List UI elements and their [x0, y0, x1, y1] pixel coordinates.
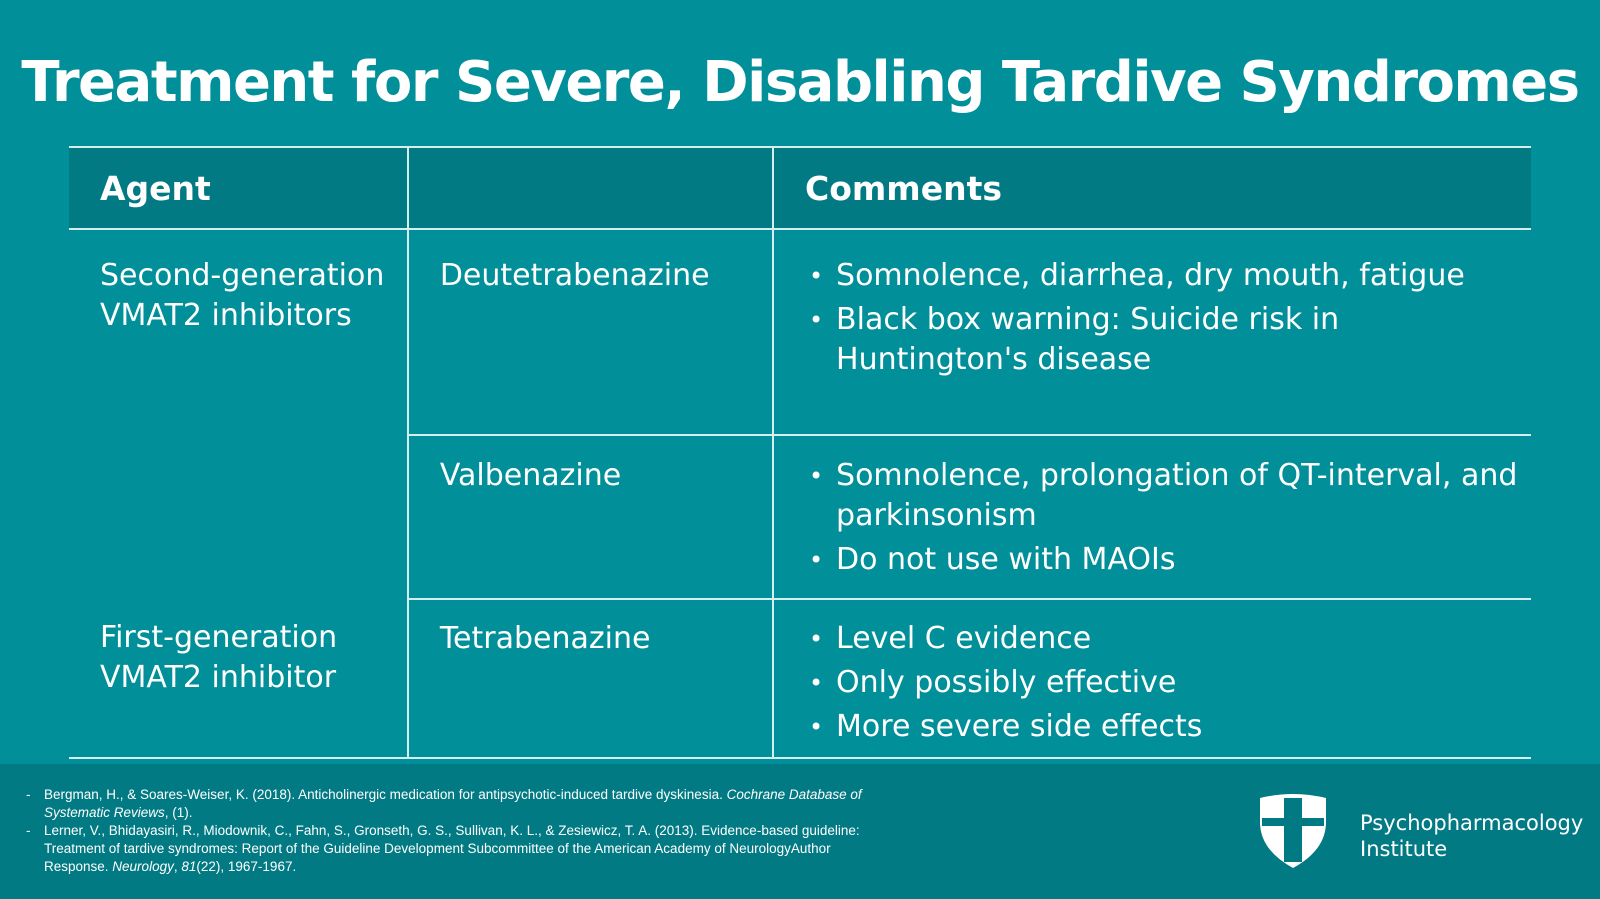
comment-item: • Somnolence, diarrhea, dry mouth, fatigue: [805, 256, 1521, 296]
comment-item: • Somnolence, prolongation of QT-interval, and parkinsonism: [805, 456, 1521, 536]
comments-cell: [773, 599, 1531, 758]
agent-name-cell: Tetrabenazine: [408, 599, 773, 758]
comment-item: • Black box warning: Suicide risk in Huntington's disease: [805, 300, 1521, 380]
table-header-row: [69, 147, 1531, 229]
header-agent: Agent: [69, 147, 408, 229]
reference-text: Bergman, H., & Soares-Weiser, K. (2018). Anticholinergic medication for antipsychotic-induced tardive dyskinesia.: [44, 787, 727, 802]
agent-class-cell: Second-generation VMAT2 inhibitors: [100, 258, 385, 333]
comments-list: [805, 256, 1531, 380]
agent-class-cell: First-generation VMAT2 inhibitor: [69, 599, 408, 758]
reference-text: Lerner, V., Bhidayasiri, R., Miodownik, C., Fahn, S., Gronseth, G. S., Sullivan, K. L., & Zesiewicz, T. A. (2013). Evidence-based guideline: Treatment of tardive syndromes: Report of the Guideline Development Subcommittee of the American Academy of NeurologyAuthor Response.: [44, 823, 860, 874]
agent-name-cell: Valbenazine: [408, 435, 773, 599]
comment-item: • Do not use with MAOIs: [805, 540, 1521, 580]
comment-item: • Only possibly effective: [805, 663, 1521, 703]
comment-item: • Level C evidence: [805, 619, 1521, 659]
reference-volume: 81: [181, 859, 197, 874]
reference-sep: ,: [173, 859, 182, 874]
comments-list: [805, 619, 1531, 747]
reference-journal: Neurology: [112, 859, 174, 874]
comment-item: • More severe side effects: [805, 707, 1521, 747]
brand-line-2: Institute: [1360, 837, 1448, 861]
header-blank: [408, 147, 773, 229]
brand-line-1: Psychopharmacology: [1360, 811, 1584, 835]
table-row: [69, 229, 1531, 435]
comments-cell: [773, 435, 1531, 599]
reference-item: [26, 822, 886, 876]
reference-tail: , (1).: [164, 805, 193, 820]
comments-cell: [773, 229, 1531, 435]
comments-list: [805, 456, 1531, 580]
header-comments: Comments: [773, 147, 1531, 229]
footer: [0, 764, 1600, 899]
table-row: [69, 599, 1531, 758]
brand-name: [1360, 810, 1583, 862]
page-title: Treatment for Severe, Disabling Tardive Syndromes: [21, 50, 1579, 115]
shield-cross-icon: [1252, 792, 1334, 870]
reference-tail: (22), 1967-1967.: [196, 859, 297, 874]
agent-name-cell: Deutetrabenazine: [408, 229, 773, 435]
references-list: [26, 786, 886, 876]
treatment-table: [69, 146, 1531, 759]
reference-journal: Cochrane Database of Systematic Reviews: [44, 787, 862, 820]
reference-item: [26, 786, 886, 822]
treatment-table-container: [69, 146, 1531, 759]
